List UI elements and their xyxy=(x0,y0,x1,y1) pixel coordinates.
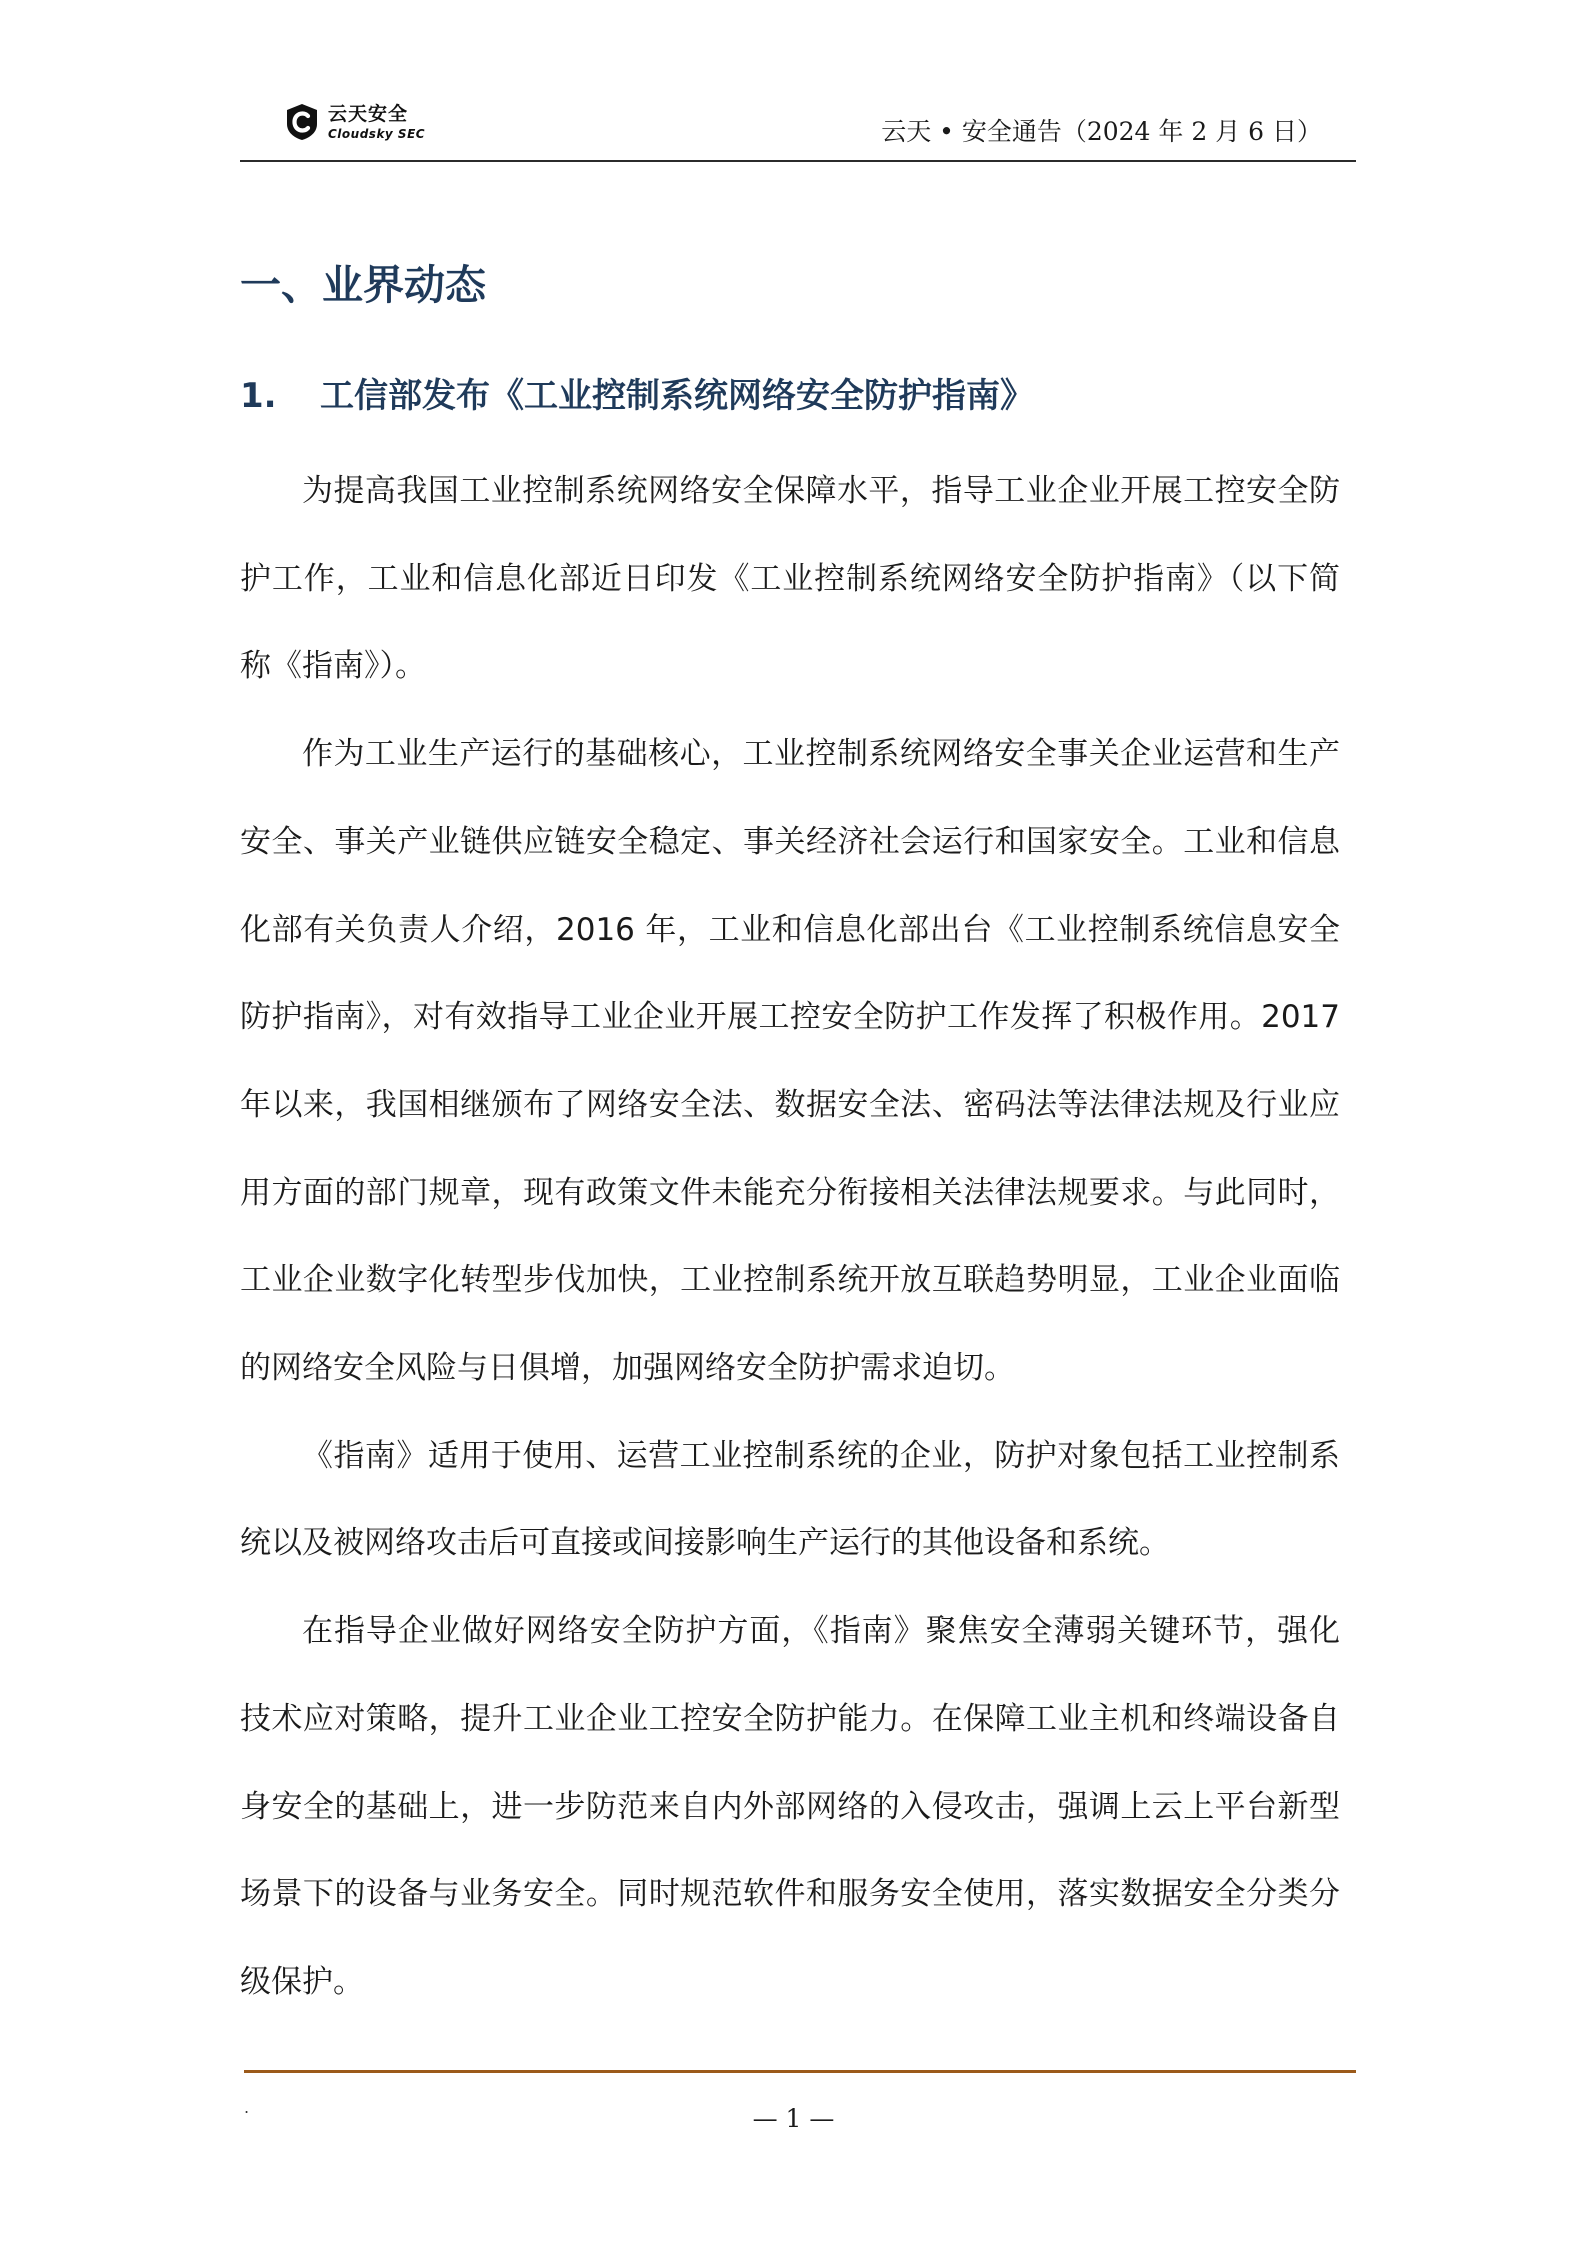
logo-chinese-name: 云天安全 xyxy=(328,102,409,125)
footer-divider xyxy=(244,2070,1356,2073)
body-paragraph: 为提高我国工业控制系统网络安全保障水平，指导工业企业开展工控安全防护工作，工业和信息化部近日印发《工业控制系统网络安全防护指南》（以下简称《指南》）。 xyxy=(240,473,1340,685)
article-title-text: 工信部发布《工业控制系统网络安全防护指南》 xyxy=(320,376,1034,416)
article-number: 1. xyxy=(240,376,277,416)
page-number: — 1 — xyxy=(752,2104,835,2133)
company-logo xyxy=(282,98,425,146)
article-body xyxy=(240,448,1340,2027)
body-paragraph: 作为工业生产运行的基础核心，工业控制系统网络安全事关企业运营和生产安全、事关产业链供应链安全稳定、事关经济社会运行和国家安全。工业和信息化部有关负责人介绍，2016 年，工业和信息化部出台《工业控制系统信息安全防护指南》，对有效指导工业企业开展工控安全防护工作发挥了积极作用。2017 年以来，我国相继颁布了网络安全法、数据安全法、密码法等法律法规及行业应用方面的部门规章，现有政策文件未能充分衔接相关法律法规要求。与此同时，工业企业数字化转型步伐加快，工业控制系统开放互联趋势明显，工业企业面临的网络安全风险与日俱增，加强网络安全防护需求迫切。 xyxy=(240,736,1340,1387)
footer-dot: . xyxy=(244,2098,250,2117)
body-paragraph: 《指南》适用于使用、运营工业控制系统的企业，防护对象包括工业控制系统以及被网络攻击后可直接或间接影响生产运行的其他设备和系统。 xyxy=(240,1437,1340,1562)
shield-c-logo-icon xyxy=(282,102,322,142)
logo-english-name: Cloudsky SEC xyxy=(328,126,426,141)
article-title xyxy=(240,368,1034,417)
logo-text xyxy=(328,102,426,141)
page-header xyxy=(240,96,1356,162)
section-title: 一、业界动态 xyxy=(240,261,486,309)
header-divider xyxy=(240,160,1356,162)
body-paragraph: 在指导企业做好网络安全防护方面，《指南》聚焦安全薄弱关键环节，强化技术应对策略，提升工业企业工控安全防护能力。在保障工业主机和终端设备自身安全的基础上，进一步防范来自内外部网络的入侵攻击，强调上云上平台新型场景下的设备与业务安全。同时规范软件和服务安全使用，落实数据安全分类分级保护。 xyxy=(240,1613,1340,2000)
bulletin-title: 云天 • 安全通告（2024 年 2 月 6 日） xyxy=(881,117,1322,146)
